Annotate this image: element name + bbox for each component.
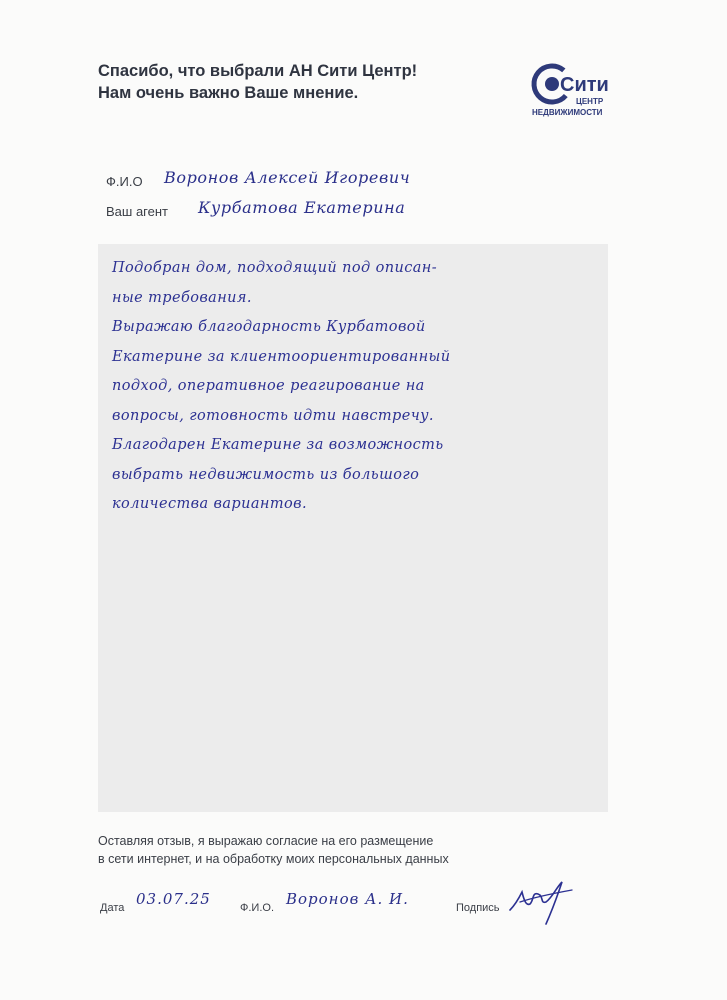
logo-sub1: ЦЕНТР xyxy=(576,97,604,106)
header-thanks: Спасибо, что выбрали АН Сити Центр! xyxy=(98,62,418,80)
header-opinion: Нам очень важно Ваше мнение. xyxy=(98,84,359,102)
agent-row xyxy=(98,198,598,228)
agent-label: Ваш агент xyxy=(106,204,168,219)
agent-value: Курбатова Екатерина xyxy=(198,198,406,217)
name-value: Воронов Алексей Игоревич xyxy=(164,168,411,187)
review-line: подход, оперативное реагирование на xyxy=(112,378,425,394)
review-line: Выражаю благодарность Курбатовой xyxy=(112,319,426,335)
review-box xyxy=(98,244,608,812)
review-line: Екатерине за клиентоориентированный xyxy=(112,348,451,365)
date-label: Дата xyxy=(100,902,125,914)
footer-fio-label: Ф.И.О. xyxy=(240,902,274,914)
logo-word: Сити xyxy=(560,74,609,96)
client-fields xyxy=(98,168,598,228)
review-line: ные требования. xyxy=(112,289,252,306)
review-line: Подобран дом, подходящий под описан- xyxy=(112,260,438,276)
footer-fio-value: Воронов А. И. xyxy=(286,890,409,908)
footer-row xyxy=(98,890,618,940)
date-value: 03.07.25 xyxy=(136,890,211,908)
review-line: выбрать недвижимость из большого xyxy=(112,466,420,483)
logo-sub2: НЕДВИЖИМОСТИ xyxy=(532,108,603,117)
header-text xyxy=(98,60,518,104)
review-line: вопросы, готовность идти навстречу. xyxy=(112,407,434,424)
name-row xyxy=(98,168,598,198)
consent-line: Оставляя отзыв, я выражаю согласие на его размещение xyxy=(98,834,434,848)
consent-line: в сети интернет, и на обработку моих персональных данных xyxy=(98,852,449,866)
review-line: Благодарен Екатерине за возможность xyxy=(112,437,444,453)
review-text xyxy=(112,254,596,520)
review-line: количества вариантов. xyxy=(112,496,307,512)
siti-centr-logo-icon xyxy=(530,58,610,120)
consent-text xyxy=(98,832,558,868)
signature-label: Подпись xyxy=(456,902,500,914)
handwritten-signature-icon xyxy=(502,874,582,932)
name-label: Ф.И.О xyxy=(106,174,143,189)
